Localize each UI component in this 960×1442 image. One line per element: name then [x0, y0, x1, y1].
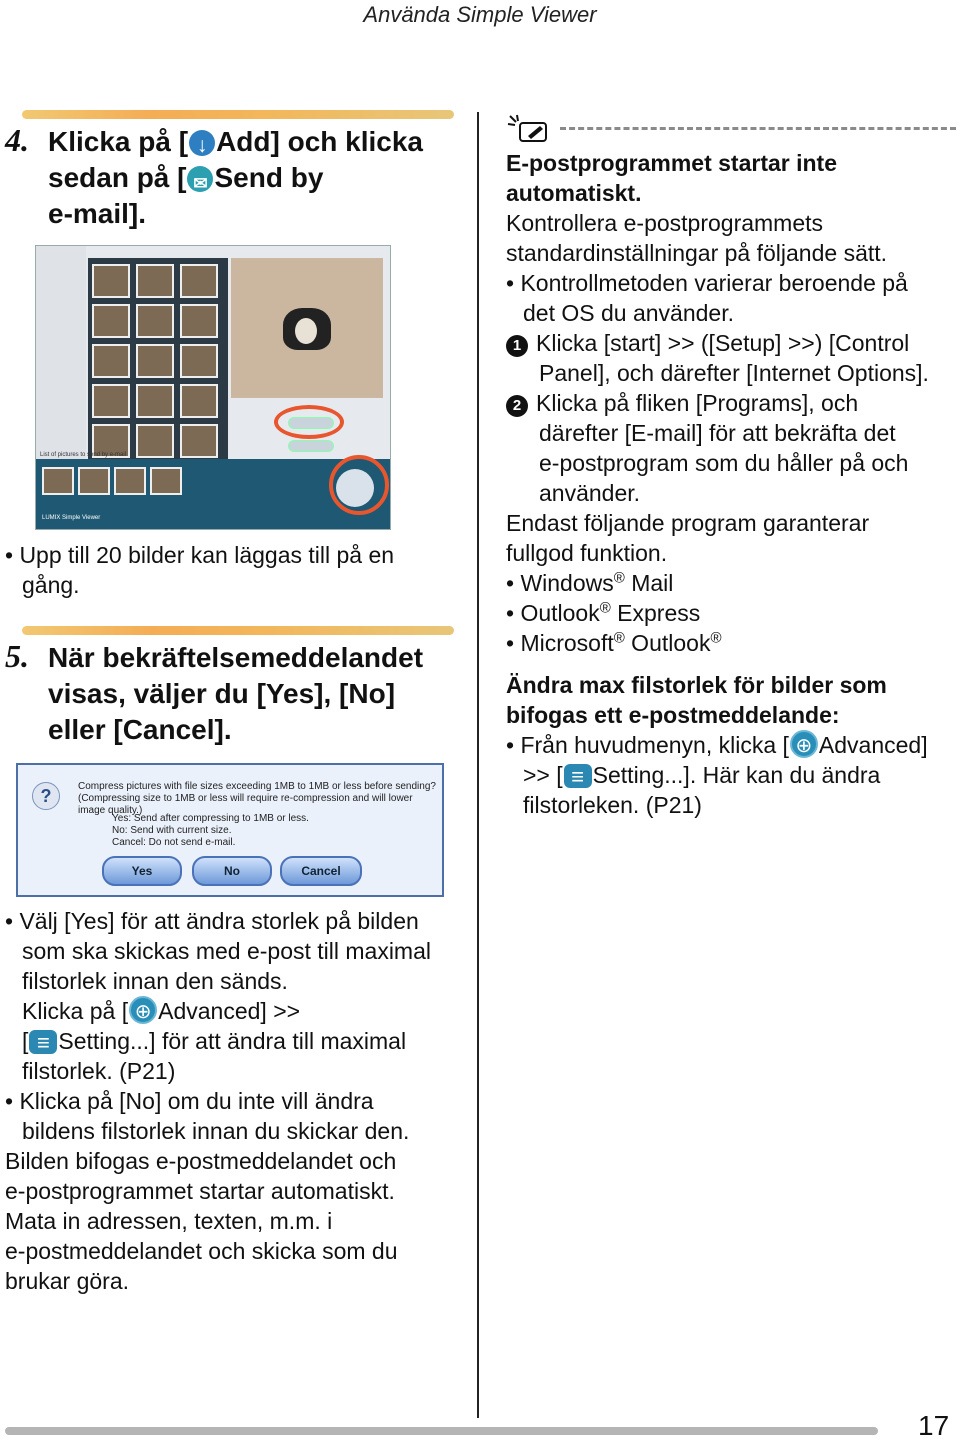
- step-4-line3: e-mail].: [48, 198, 147, 229]
- substep2-line3: e-postprogram som du håller på och: [539, 450, 909, 476]
- step-5-number: 5.: [5, 638, 29, 674]
- bullet-yes-line4-b: Advanced] >>: [158, 998, 301, 1024]
- step-4-line2-a: sedan på [: [48, 162, 187, 193]
- send-by-email-icon: [187, 166, 213, 192]
- program-windows-mail: • Windows® Mail: [506, 569, 674, 596]
- filesize-bullet-line2-a: >> [: [523, 762, 563, 788]
- bullet-yes-line5-b: Setting...] för att ändra till maximal: [58, 1028, 407, 1054]
- bullet-no-line2: bildens filstorlek innan du skickar den.: [22, 1118, 410, 1144]
- substep2-line1: Klicka på fliken [Programs], och: [536, 390, 859, 416]
- bullet-no-line1: • Klicka på [No] om du inte vill ändra: [5, 1088, 374, 1114]
- filesize-heading-line2: bifogas ett e-postmeddelande:: [506, 702, 840, 728]
- page-number: 17: [918, 1410, 950, 1441]
- substep2-line4: använder.: [539, 480, 641, 506]
- bullet-yes-line5-a: [: [22, 1028, 29, 1054]
- note-text2: standardinställningar på följande sätt.: [506, 240, 888, 266]
- confirmation-dialog: [16, 763, 444, 897]
- dialog-line2: (Compressing size to 1MB or less will require re-compression and will lower image quality.): [78, 793, 413, 816]
- left-body-text: [5, 906, 465, 1296]
- substep1-line2: Panel], och därefter [Internet Options].: [539, 360, 929, 386]
- substep1-line1: Klicka [start] >> ([Setup] >>) [Control: [536, 330, 910, 356]
- note-bullet-line2: det OS du använder.: [523, 300, 734, 326]
- step-4-line1-b: Add] och klicka: [216, 126, 423, 157]
- program-microsoft-outlook: • Microsoft® Outlook®: [506, 629, 722, 656]
- para-line1: Bilden bifogas e-postmeddelandet och: [5, 1148, 397, 1174]
- bullet-yes-line2: som ska skickas med e-post till maximal: [22, 938, 431, 964]
- dialog-option-cancel: Cancel: Do not send e-mail.: [112, 837, 236, 848]
- bullet-yes-line1: • Välj [Yes] för att ändra storlek på bilden: [5, 908, 419, 934]
- filesize-bullet-line3: filstorleken. (P21): [523, 792, 702, 818]
- screenshot-footer: LUMIX Simple Viewer: [42, 515, 101, 521]
- step-4-line2-b: Send by: [214, 162, 324, 193]
- bullet-yes-line4-a: Klicka på [: [22, 998, 129, 1024]
- question-icon: ?: [32, 782, 60, 810]
- footer-bar: [5, 1427, 878, 1435]
- add-button-highlight: [274, 405, 344, 439]
- memo-icon: [506, 114, 550, 144]
- screenshot-preview-image: [231, 258, 383, 398]
- screenshot-second-button: [288, 440, 334, 452]
- right-column-text: [506, 148, 956, 820]
- step-1-marker: 1: [506, 335, 528, 357]
- filesize-bullet-line1-a: • Från huvudmenyn, klicka [: [506, 732, 789, 758]
- note-line2: gång.: [22, 572, 80, 598]
- bullet-yes-line6: filstorlek. (P21): [22, 1058, 176, 1084]
- note-bullet-line1: • Kontrollmetoden varierar beroende på: [506, 270, 908, 296]
- setting-icon: [564, 764, 592, 788]
- program-outlook-express: • Outlook® Express: [506, 599, 701, 626]
- step-5-bar: [22, 626, 454, 635]
- note-text4: fullgod funktion.: [506, 540, 668, 566]
- step-4-line1-a: Klicka på [: [48, 126, 189, 157]
- step-2-marker: 2: [506, 395, 528, 417]
- substep2-line2: därefter [E-mail] för att bekräfta det: [539, 420, 896, 446]
- yes-button[interactable]: Yes: [102, 856, 182, 886]
- note-text3: Endast följande program garanterar: [506, 510, 870, 536]
- para-line4: e-postmeddelandet och skicka som du: [5, 1238, 398, 1264]
- filesize-bullet-line2-b: Setting...]. Här kan du ändra: [592, 762, 881, 788]
- filesize-bullet-line1-b: Advanced]: [818, 732, 928, 758]
- dialog-option-yes: Yes: Send after compressing to 1MB or less.: [112, 813, 309, 824]
- para-line5: brukar göra.: [5, 1268, 130, 1294]
- note-heading-line1: E-postprogrammet startar inte: [506, 150, 838, 176]
- step-5-line3: eller [Cancel].: [48, 714, 232, 745]
- step-4-bar: [22, 110, 454, 119]
- step-5-line1: När bekräftelsemeddelandet: [48, 642, 424, 673]
- step-5-title: [48, 640, 468, 748]
- para-line2: e-postprogrammet startar automatiskt.: [5, 1178, 395, 1204]
- screenshot-list-label: List of pictures to send by e-mail: [40, 452, 127, 458]
- note-heading-line2: automatiskt.: [506, 180, 642, 206]
- step-4-number: 4.: [5, 122, 29, 158]
- filesize-heading-line1: Ändra max filstorlek för bilder som: [506, 672, 887, 698]
- note-dashed-rule: [560, 127, 956, 130]
- add-icon: [189, 130, 215, 156]
- simple-viewer-screenshot: [35, 245, 391, 530]
- dialog-option-no: No: Send with current size.: [112, 825, 232, 836]
- step-5-line2: visas, väljer du [Yes], [No]: [48, 678, 396, 709]
- send-button-highlight: [329, 455, 389, 515]
- advanced-icon: [129, 996, 157, 1024]
- bullet-yes-line3: filstorlek innan den sänds.: [22, 968, 288, 994]
- note-line1: • Upp till 20 bilder kan läggas till på en: [5, 542, 395, 568]
- dialog-line1: Compress pictures with file sizes exceeding 1MB to 1MB or less before sending?: [78, 781, 436, 792]
- note-text1: Kontrollera e-postprogrammets: [506, 210, 824, 236]
- step-4-note: [5, 540, 394, 600]
- screenshot-thumbnail-grid: [88, 258, 228, 470]
- para-line3: Mata in adressen, texten, m.m. i: [5, 1208, 333, 1234]
- advanced-icon: [790, 730, 818, 758]
- step-4-title: [48, 124, 468, 232]
- setting-icon: [29, 1030, 57, 1054]
- no-button[interactable]: No: [192, 856, 272, 886]
- cancel-button[interactable]: Cancel: [280, 856, 362, 886]
- running-header: Använda Simple Viewer: [363, 2, 597, 27]
- column-divider: [477, 112, 479, 1418]
